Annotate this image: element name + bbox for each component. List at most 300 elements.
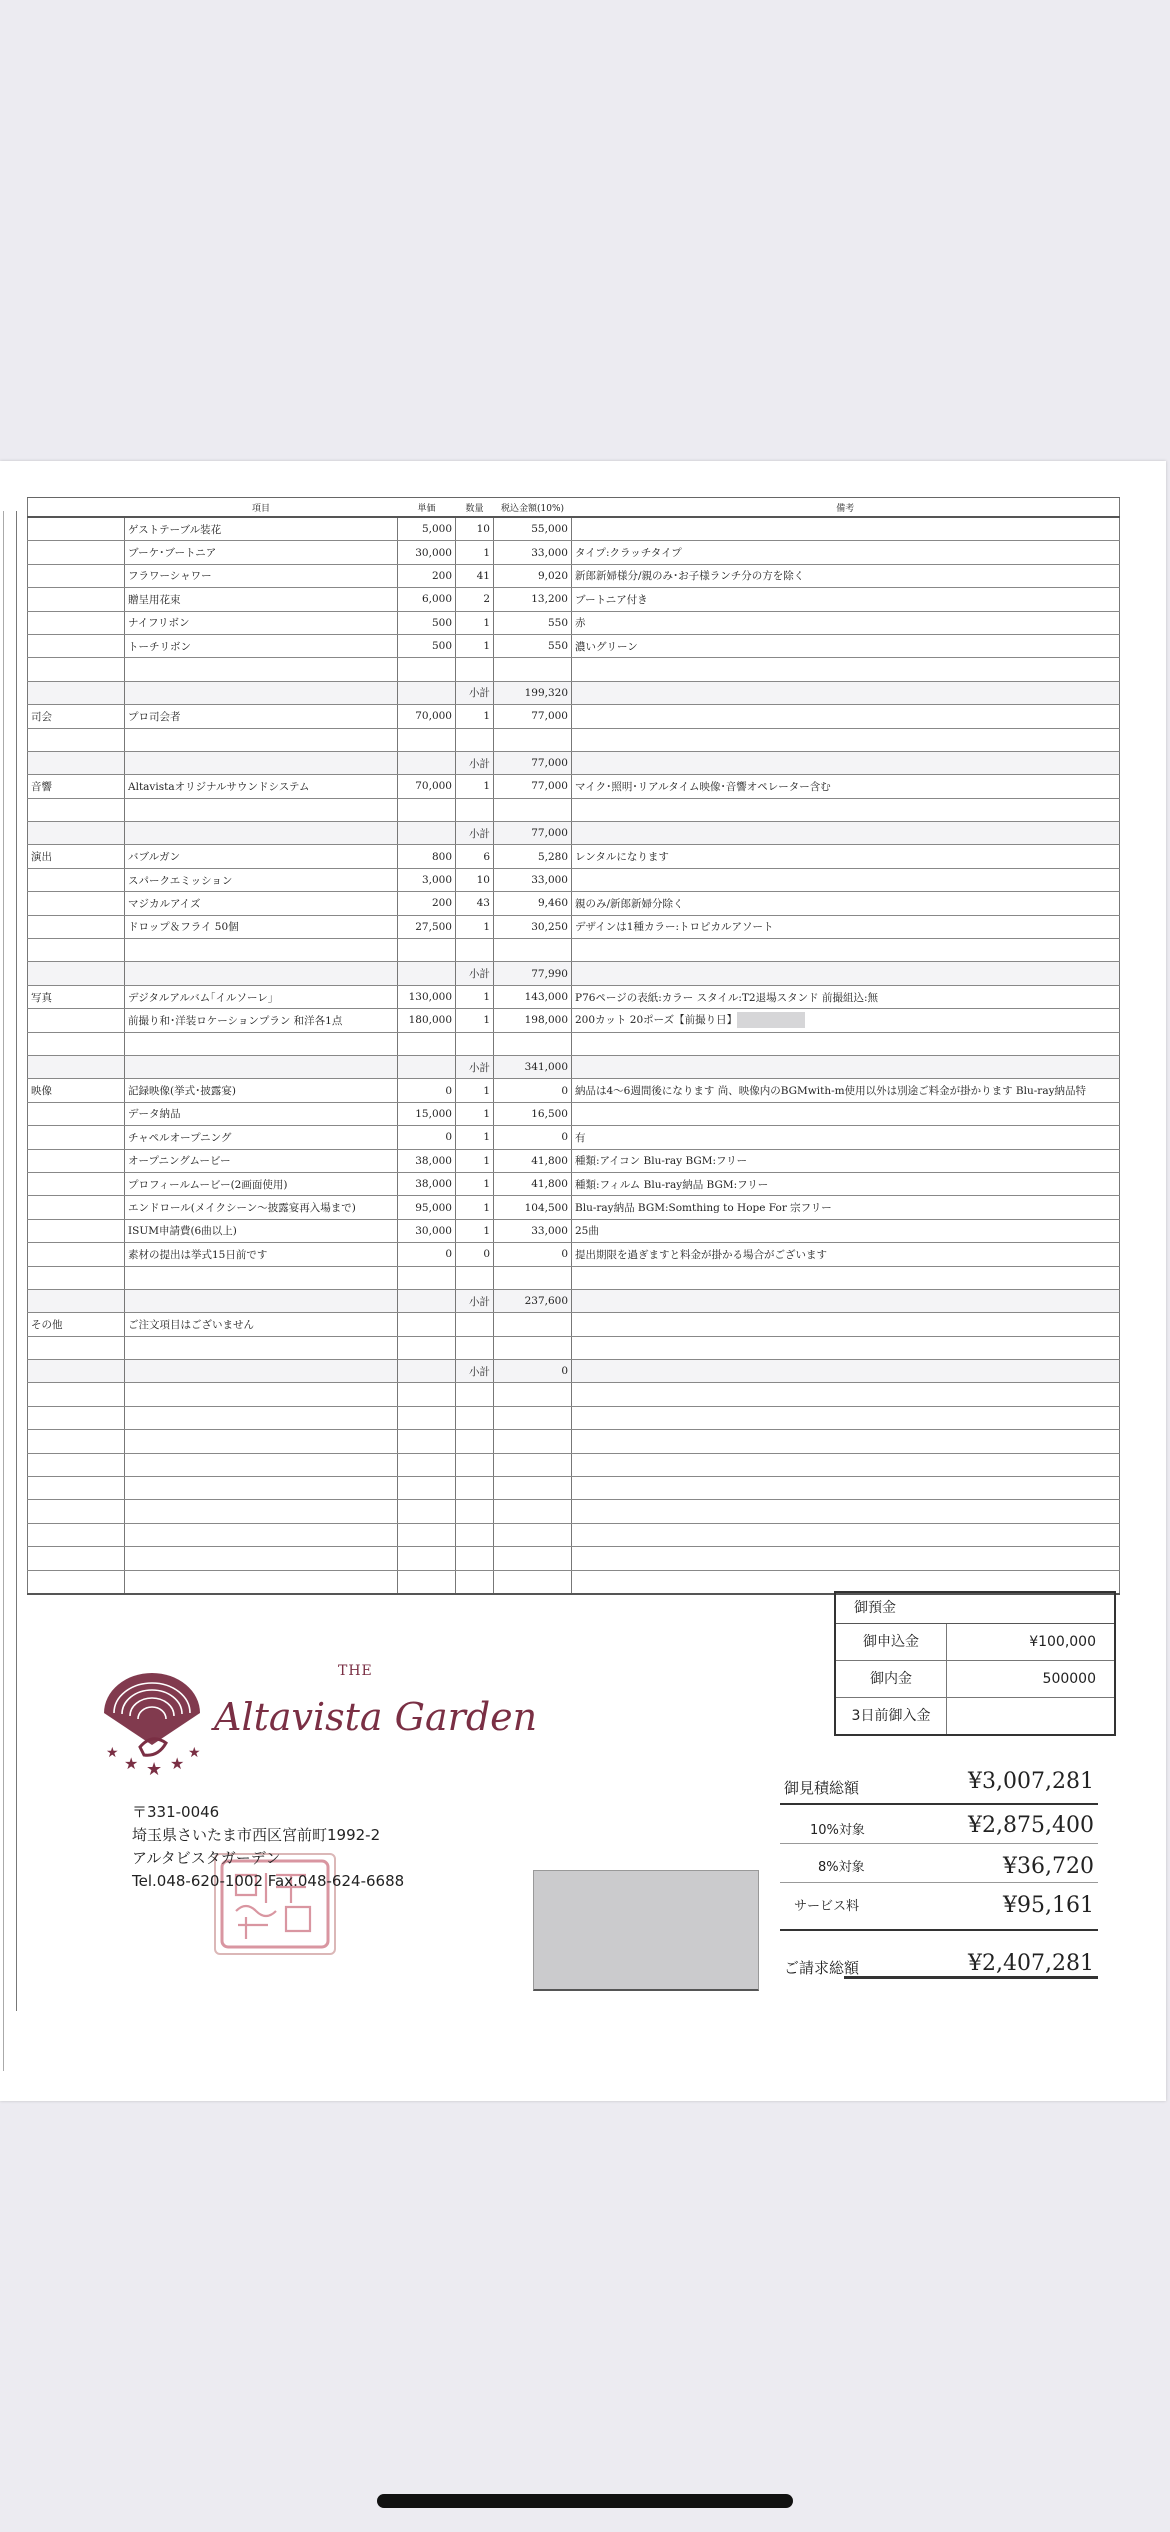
- table-row: [28, 1196, 1120, 1219]
- row-unit-price: 200: [398, 564, 456, 587]
- row-amount: 30,250: [494, 915, 572, 938]
- row-quantity: 1: [456, 1079, 494, 1102]
- logo-name: Altavista Garden: [214, 1695, 538, 1739]
- row-quantity: 10: [456, 868, 494, 891]
- row-item: ブーケ･ブートニア: [125, 541, 398, 564]
- phone-fax: Tel.048-620-1002 Fax.048-624-6688: [132, 1872, 405, 1890]
- row-amount: 199,320: [494, 681, 572, 704]
- row-amount: [494, 1336, 572, 1359]
- row-category: [28, 1430, 125, 1453]
- row-category: [28, 1383, 125, 1406]
- table-row: [28, 728, 1120, 751]
- svg-text:★: ★: [124, 1754, 139, 1773]
- row-quantity: 43: [456, 892, 494, 915]
- row-unit-price: [398, 1430, 456, 1453]
- row-note: [572, 517, 1120, 541]
- row-unit-price: 70,000: [398, 775, 456, 798]
- row-unit-price: 70,000: [398, 705, 456, 728]
- tax8-row: [780, 1844, 1098, 1883]
- altavista-logo: [96, 1663, 538, 1783]
- row-quantity: 1: [456, 634, 494, 657]
- row-note: 納品は4～6週間後になります 尚、映像内のBGMwith-m使用以外は別途ご料金が掛かります Blu-ray納品特: [572, 1079, 1120, 1102]
- row-note: [572, 962, 1120, 985]
- row-amount: 0: [494, 1243, 572, 1266]
- service-value: ¥95,161: [1003, 1893, 1094, 1918]
- row-category: [28, 1126, 125, 1149]
- row-unit-price: [398, 1547, 456, 1570]
- table-row: [28, 845, 1120, 868]
- table-row: [28, 1406, 1120, 1429]
- table-row: [28, 798, 1120, 821]
- row-amount: 0: [494, 1079, 572, 1102]
- table-row: [28, 1313, 1120, 1336]
- row-amount: 0: [494, 1126, 572, 1149]
- estimate-table: [27, 497, 1120, 1595]
- row-amount: 77,000: [494, 775, 572, 798]
- row-note: [572, 681, 1120, 704]
- deposit-value: ¥100,000: [1029, 1634, 1096, 1650]
- row-item: バブルガン: [125, 845, 398, 868]
- row-unit-price: [398, 1406, 456, 1429]
- row-note: [572, 1313, 1120, 1336]
- row-unit-price: [398, 822, 456, 845]
- row-amount: 341,000: [494, 1055, 572, 1078]
- row-note: [572, 822, 1120, 845]
- row-amount: [494, 728, 572, 751]
- row-quantity: 1: [456, 1219, 494, 1242]
- row-category: [28, 1406, 125, 1429]
- table-row: [28, 1219, 1120, 1242]
- service-row: [780, 1883, 1098, 1931]
- row-amount: 33,000: [494, 868, 572, 891]
- row-amount: [494, 1500, 572, 1523]
- row-quantity: [456, 1570, 494, 1594]
- row-amount: 237,600: [494, 1289, 572, 1312]
- row-quantity: 小計: [456, 962, 494, 985]
- row-unit-price: [398, 658, 456, 681]
- row-amount: 33,000: [494, 541, 572, 564]
- row-unit-price: 30,000: [398, 1219, 456, 1242]
- row-amount: 77,000: [494, 751, 572, 774]
- row-item: [125, 822, 398, 845]
- deposit-row: [836, 1698, 1114, 1734]
- row-quantity: 小計: [456, 681, 494, 704]
- row-note: 新郎新婦様分/親のみ･お子様ランチ分の方を除く: [572, 564, 1120, 587]
- row-note: [572, 939, 1120, 962]
- row-unit-price: [398, 681, 456, 704]
- subtotal-row: [28, 822, 1120, 845]
- row-quantity: [456, 1406, 494, 1429]
- row-item: フラワーシャワー: [125, 564, 398, 587]
- row-quantity: 1: [456, 1196, 494, 1219]
- row-amount: 550: [494, 634, 572, 657]
- table-row: [28, 1523, 1120, 1546]
- row-unit-price: 38,000: [398, 1172, 456, 1195]
- row-unit-price: 95,000: [398, 1196, 456, 1219]
- row-item: [125, 1289, 398, 1312]
- row-item: チャペルオープニング: [125, 1126, 398, 1149]
- table-row: [28, 611, 1120, 634]
- row-item: マジカルアイズ: [125, 892, 398, 915]
- header-amount: 税込金額(10%): [494, 498, 572, 518]
- row-category: [28, 1547, 125, 1570]
- row-note: 200カット 20ポーズ【前撮り日】: [572, 1009, 1120, 1032]
- row-amount: 9,460: [494, 892, 572, 915]
- row-note: [572, 1547, 1120, 1570]
- row-item: エンドロール(メイクシーン～披露宴再入場まで): [125, 1196, 398, 1219]
- row-note: [572, 1336, 1120, 1359]
- row-category: [28, 915, 125, 938]
- row-item: [125, 1430, 398, 1453]
- row-category: [28, 1453, 125, 1476]
- row-quantity: 1: [456, 705, 494, 728]
- row-category: [28, 892, 125, 915]
- redacted-date: [737, 1012, 805, 1028]
- row-note: [572, 751, 1120, 774]
- row-item: オープニングムービー: [125, 1149, 398, 1172]
- row-amount: [494, 939, 572, 962]
- row-unit-price: 30,000: [398, 541, 456, 564]
- row-item: ナイフリボン: [125, 611, 398, 634]
- company-name: アルタビスタガーデン: [132, 1849, 281, 1867]
- estimate-total-value: ¥3,007,281: [968, 1769, 1094, 1794]
- invoice-total-value: ¥2,407,281: [844, 1951, 1098, 1979]
- row-note: [572, 798, 1120, 821]
- row-category: [28, 1055, 125, 1078]
- row-unit-price: 6,000: [398, 588, 456, 611]
- table-row: [28, 1032, 1120, 1055]
- row-unit-price: [398, 1289, 456, 1312]
- row-amount: 13,200: [494, 588, 572, 611]
- row-quantity: [456, 1032, 494, 1055]
- row-note: [572, 1406, 1120, 1429]
- row-note: 25曲: [572, 1219, 1120, 1242]
- row-quantity: 2: [456, 588, 494, 611]
- table-row: [28, 1126, 1120, 1149]
- table-row: [28, 1336, 1120, 1359]
- row-category: [28, 1032, 125, 1055]
- row-category: [28, 517, 125, 541]
- table-row: [28, 1430, 1120, 1453]
- row-amount: 77,000: [494, 705, 572, 728]
- row-note: 親のみ/新郎新婦分除く: [572, 892, 1120, 915]
- row-quantity: [456, 1313, 494, 1336]
- row-amount: [494, 1570, 572, 1594]
- row-category: その他: [28, 1313, 125, 1336]
- row-category: [28, 1009, 125, 1032]
- scan-edge-line: [3, 511, 4, 2071]
- row-note: [572, 1430, 1120, 1453]
- row-amount: 5,280: [494, 845, 572, 868]
- row-item: プロフィールムービー(2画面使用): [125, 1172, 398, 1195]
- row-item: [125, 1406, 398, 1429]
- row-item: [125, 1336, 398, 1359]
- row-quantity: 小計: [456, 1055, 494, 1078]
- row-item: ご注文項目はございません: [125, 1313, 398, 1336]
- header-item: 項目: [125, 498, 398, 518]
- row-category: [28, 564, 125, 587]
- deposit-row: [836, 1661, 1114, 1698]
- invoice-total-row: [780, 1931, 1098, 1977]
- row-category: [28, 1243, 125, 1266]
- row-category: [28, 1570, 125, 1594]
- subtotal-row: [28, 751, 1120, 774]
- service-label: サービス料: [794, 1899, 860, 1914]
- table-row: [28, 939, 1120, 962]
- row-amount: [494, 1266, 572, 1289]
- deposit-value: [947, 1698, 1114, 1734]
- subtotal-row: [28, 1055, 1120, 1078]
- table-row: [28, 634, 1120, 657]
- row-note: 有: [572, 1126, 1120, 1149]
- row-quantity: [456, 1453, 494, 1476]
- row-unit-price: [398, 939, 456, 962]
- table-row: [28, 1547, 1120, 1570]
- table-row: [28, 892, 1120, 915]
- row-note: [572, 868, 1120, 891]
- subtotal-row: [28, 1289, 1120, 1312]
- row-category: 写真: [28, 985, 125, 1008]
- row-item: 素材の提出は挙式15日前です: [125, 1243, 398, 1266]
- table-row: [28, 1149, 1120, 1172]
- table-row: [28, 1009, 1120, 1032]
- row-item: Altavistaオリジナルサウンドシステム: [125, 775, 398, 798]
- row-category: [28, 939, 125, 962]
- row-note: ブートニア付き: [572, 588, 1120, 611]
- row-quantity: 1: [456, 541, 494, 564]
- row-category: [28, 541, 125, 564]
- row-item: デジタルアルバム｢イルソーレ｣: [125, 985, 398, 1008]
- row-amount: 33,000: [494, 1219, 572, 1242]
- row-item: ゲストテーブル装花: [125, 517, 398, 541]
- row-item: [125, 1477, 398, 1500]
- document-page: [0, 461, 1166, 2101]
- row-category: 映像: [28, 1079, 125, 1102]
- row-unit-price: [398, 798, 456, 821]
- row-amount: [494, 1383, 572, 1406]
- row-quantity: [456, 1547, 494, 1570]
- row-note: [572, 1102, 1120, 1125]
- row-item: [125, 658, 398, 681]
- row-unit-price: 0: [398, 1126, 456, 1149]
- row-note: レンタルになります: [572, 845, 1120, 868]
- table-row: [28, 985, 1120, 1008]
- redacted-area: [533, 1870, 759, 1991]
- table-body: [28, 517, 1120, 1594]
- row-note: タイプ:クラッチタイプ: [572, 541, 1120, 564]
- row-item: [125, 1360, 398, 1383]
- row-quantity: [456, 1430, 494, 1453]
- row-quantity: 1: [456, 1009, 494, 1032]
- row-unit-price: 200: [398, 892, 456, 915]
- row-note: 種類:アイコン Blu-ray BGM:フリー: [572, 1149, 1120, 1172]
- row-quantity: 41: [456, 564, 494, 587]
- row-category: [28, 681, 125, 704]
- row-category: [28, 1500, 125, 1523]
- logo-the: THE: [338, 1663, 373, 1679]
- row-category: [28, 822, 125, 845]
- row-unit-price: [398, 1360, 456, 1383]
- row-quantity: 1: [456, 611, 494, 634]
- tax8-value: ¥36,720: [1003, 1854, 1094, 1879]
- row-quantity: 1: [456, 1126, 494, 1149]
- row-quantity: 0: [456, 1243, 494, 1266]
- row-item: ドロップ＆フライ 50個: [125, 915, 398, 938]
- fan-icon: [96, 1673, 206, 1783]
- address-line: 埼玉県さいたま市西区宮前町1992-2: [132, 1826, 381, 1844]
- table-row: [28, 1500, 1120, 1523]
- row-category: [28, 588, 125, 611]
- row-item: [125, 939, 398, 962]
- estimate-total-label: 御見積総額: [784, 1779, 860, 1797]
- table-row: [28, 705, 1120, 728]
- scan-edge-line: [16, 511, 17, 2011]
- row-category: [28, 962, 125, 985]
- row-unit-price: 3,000: [398, 868, 456, 891]
- deposit-box: [834, 1591, 1116, 1736]
- tax8-label: 8%対象: [818, 1860, 865, 1875]
- company-address: [132, 1801, 404, 1893]
- deposit-label: 御申込金: [836, 1624, 947, 1660]
- row-note: [572, 1383, 1120, 1406]
- table-row: [28, 588, 1120, 611]
- row-amount: [494, 658, 572, 681]
- row-amount: 41,800: [494, 1149, 572, 1172]
- row-item: [125, 1055, 398, 1078]
- row-quantity: [456, 658, 494, 681]
- invoice-total-label: ご請求総額: [784, 1959, 860, 1977]
- table-row: [28, 1079, 1120, 1102]
- row-category: [28, 1266, 125, 1289]
- row-unit-price: [398, 1453, 456, 1476]
- row-amount: [494, 1430, 572, 1453]
- deposit-title: 御預金: [836, 1593, 1114, 1624]
- row-unit-price: 180,000: [398, 1009, 456, 1032]
- row-item: [125, 1032, 398, 1055]
- row-note: デザインは1種カラー:トロピカルアソート: [572, 915, 1120, 938]
- row-note: 種類:フィルム Blu-ray納品 BGM:フリー: [572, 1172, 1120, 1195]
- row-quantity: 1: [456, 1149, 494, 1172]
- row-amount: 41,800: [494, 1172, 572, 1195]
- row-quantity: 10: [456, 517, 494, 541]
- row-note: 赤: [572, 611, 1120, 634]
- row-item: プロ司会者: [125, 705, 398, 728]
- subtotal-row: [28, 681, 1120, 704]
- table-row: [28, 1453, 1120, 1476]
- home-indicator[interactable]: [377, 2494, 793, 2508]
- row-item: [125, 1453, 398, 1476]
- row-category: [28, 1219, 125, 1242]
- row-category: [28, 1477, 125, 1500]
- row-amount: 16,500: [494, 1102, 572, 1125]
- table-row: [28, 868, 1120, 891]
- row-note: 提出期限を過ぎますと料金が掛かる場合がございます: [572, 1243, 1120, 1266]
- deposit-label: 3日前御入金: [836, 1698, 947, 1734]
- row-unit-price: 500: [398, 634, 456, 657]
- row-unit-price: [398, 1477, 456, 1500]
- row-item: [125, 751, 398, 774]
- row-amount: [494, 1406, 572, 1429]
- row-quantity: 1: [456, 985, 494, 1008]
- row-quantity: 小計: [456, 822, 494, 845]
- header-note: 備考: [572, 498, 1120, 518]
- row-quantity: 1: [456, 915, 494, 938]
- row-amount: [494, 798, 572, 821]
- table-row: [28, 541, 1120, 564]
- row-amount: 198,000: [494, 1009, 572, 1032]
- row-unit-price: [398, 962, 456, 985]
- row-unit-price: 27,500: [398, 915, 456, 938]
- row-amount: [494, 1523, 572, 1546]
- postal-code: 〒331-0046: [132, 1803, 220, 1821]
- row-item: ISUM申請費(6曲以上): [125, 1219, 398, 1242]
- row-unit-price: [398, 1313, 456, 1336]
- row-amount: [494, 1453, 572, 1476]
- row-quantity: 1: [456, 775, 494, 798]
- row-item: [125, 1570, 398, 1594]
- row-quantity: 1: [456, 1102, 494, 1125]
- row-amount: 77,990: [494, 962, 572, 985]
- row-note: [572, 1477, 1120, 1500]
- table-row: [28, 1477, 1120, 1500]
- row-unit-price: 130,000: [398, 985, 456, 1008]
- row-amount: [494, 1313, 572, 1336]
- row-note: 濃いグリーン: [572, 634, 1120, 657]
- row-unit-price: [398, 1523, 456, 1546]
- deposit-label: 御内金: [836, 1661, 947, 1697]
- row-quantity: 小計: [456, 1289, 494, 1312]
- row-quantity: [456, 1336, 494, 1359]
- row-unit-price: [398, 751, 456, 774]
- table-row: [28, 1172, 1120, 1195]
- tax10-label: 10%対象: [810, 1823, 865, 1838]
- row-category: 演出: [28, 845, 125, 868]
- row-unit-price: 500: [398, 611, 456, 634]
- row-unit-price: [398, 1336, 456, 1359]
- row-amount: 550: [494, 611, 572, 634]
- row-category: [28, 798, 125, 821]
- row-item: 贈呈用花束: [125, 588, 398, 611]
- deposit-row: [836, 1624, 1114, 1661]
- table-header: [28, 498, 1120, 518]
- row-quantity: [456, 1266, 494, 1289]
- row-note: [572, 705, 1120, 728]
- row-item: スパークエミッション: [125, 868, 398, 891]
- row-unit-price: [398, 728, 456, 751]
- row-category: [28, 611, 125, 634]
- row-note: [572, 1032, 1120, 1055]
- row-amount: 104,500: [494, 1196, 572, 1219]
- table-row: [28, 658, 1120, 681]
- row-amount: [494, 1032, 572, 1055]
- row-amount: 143,000: [494, 985, 572, 1008]
- row-quantity: [456, 1500, 494, 1523]
- svg-text:★: ★: [170, 1754, 185, 1773]
- deposit-value: 500000: [1042, 1671, 1096, 1687]
- row-note: [572, 1289, 1120, 1312]
- row-category: [28, 1149, 125, 1172]
- row-quantity: [456, 1383, 494, 1406]
- table-row: [28, 517, 1120, 541]
- row-quantity: [456, 1477, 494, 1500]
- row-note: [572, 658, 1120, 681]
- row-note: [572, 1055, 1120, 1078]
- row-item: 前撮り和･洋装ロケーションプラン 和洋各1点: [125, 1009, 398, 1032]
- table-row: [28, 1266, 1120, 1289]
- row-category: [28, 868, 125, 891]
- row-unit-price: 38,000: [398, 1149, 456, 1172]
- table-row: [28, 915, 1120, 938]
